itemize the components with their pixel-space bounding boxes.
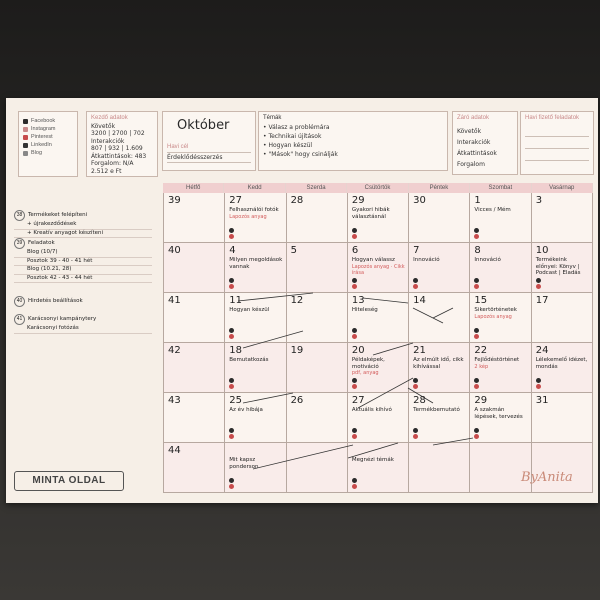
instagram-icon [474, 434, 479, 439]
day-note: Sikertörténetek Lapozós anyag [474, 307, 528, 320]
week-title: Hirdetés beállítások [28, 298, 83, 304]
topic-item: • Hogyan készül [263, 142, 313, 149]
day-number: 4 [229, 245, 236, 256]
platform-icon [23, 151, 28, 156]
week-subtask: Blog (10/7) [14, 249, 152, 258]
calendar-cell[interactable] [287, 443, 348, 493]
day-note: Gyakori hibák választásnál [351, 207, 390, 220]
instagram-icon [229, 234, 234, 239]
channel-icons [536, 378, 541, 389]
channel-icons [352, 478, 357, 489]
baseline-data-box [86, 111, 158, 177]
day-note: Példaképek, motiváció pdf, anyag [352, 357, 406, 377]
day-number: 17 [535, 295, 549, 306]
calendar-cell[interactable] [532, 243, 593, 293]
calendar-cell[interactable] [470, 243, 531, 293]
day-note: Hogyan készül [229, 307, 270, 313]
calendar-cell[interactable] [409, 193, 470, 243]
calendar-cell[interactable] [470, 293, 531, 343]
facebook-icon [229, 478, 234, 483]
channel-icons [474, 428, 479, 439]
day-number: 6 [351, 245, 359, 256]
instagram-icon [536, 384, 541, 389]
facebook-icon [352, 478, 357, 483]
topic-item: • Válasz a problémára [263, 124, 330, 131]
social-platforms-box [18, 111, 78, 177]
baseline-line: Követők [91, 122, 116, 130]
instagram-icon [536, 284, 541, 289]
facebook-icon [352, 428, 357, 433]
week-note [14, 307, 152, 334]
facebook-icon [474, 378, 479, 383]
end-data-box [452, 111, 518, 175]
weekday-label: Hétfő [163, 183, 224, 193]
day-number: 18 [229, 345, 243, 356]
week-note [14, 289, 152, 307]
calendar-cell[interactable] [470, 443, 531, 493]
topics-title: Témák [263, 115, 282, 121]
calendar-cell[interactable] [164, 393, 225, 443]
facebook-icon [229, 428, 234, 433]
baseline-line: Forgalom: N/A [91, 160, 134, 167]
weekday-label: Péntek [409, 183, 470, 193]
day-number: 30 [413, 195, 426, 206]
day-number: 22 [474, 345, 488, 356]
week-number: 40 [14, 296, 25, 307]
channel-icons [474, 378, 479, 389]
day-note: Fejlődéstörténet 2 kép [474, 357, 528, 370]
calendar-cell[interactable] [225, 243, 286, 293]
content-tag: Lapozós anyag · Cikk írása [351, 263, 405, 276]
facebook-icon [352, 378, 357, 383]
day-number: 40 [168, 245, 181, 256]
day-number: 8 [474, 245, 481, 256]
calendar-cell[interactable] [532, 393, 593, 443]
day-number: 1 [474, 195, 481, 206]
calendar-cell[interactable] [287, 243, 348, 293]
end-data-line: Átkattintások [457, 150, 497, 157]
channel-icons [474, 228, 479, 239]
week-subtask: + Kreatív anyagot készíteni [14, 230, 152, 239]
channel-icons [352, 428, 357, 439]
platform-label: Facebook [31, 118, 56, 124]
month-title: Október [177, 118, 230, 133]
platform-icon [23, 135, 28, 140]
day-note: A szakmán lépések, tervezés [474, 407, 523, 420]
facebook-icon [229, 378, 234, 383]
content-tag: Lapozós anyag [229, 213, 267, 220]
instagram-icon [229, 484, 234, 489]
calendar-cell[interactable] [164, 243, 225, 293]
calendar-cell[interactable] [287, 293, 348, 343]
day-note: Megnézi témák [351, 457, 394, 463]
facebook-icon [413, 378, 418, 383]
day-number: 41 [168, 295, 181, 306]
topic-item: • "Mások" hogy csinálják [263, 151, 338, 158]
calendar-cell[interactable] [225, 443, 286, 493]
week-subtask: Posztok 39 - 40 - 41 hét [14, 258, 152, 267]
day-number: 14 [413, 295, 426, 306]
day-note: Felhasználói fotók Lapozós anyag [229, 207, 283, 220]
calendar-cell[interactable] [225, 293, 286, 343]
weekday-header [163, 183, 593, 193]
instagram-icon [229, 284, 234, 289]
day-note: Innováció [474, 257, 501, 263]
week-number: 41 [14, 314, 25, 325]
day-note: Hogyan válassz Lapozós anyag · Cikk írása [351, 257, 405, 276]
day-note: Innováció [413, 257, 440, 263]
day-number: 43 [168, 395, 181, 406]
channel-icons [352, 278, 357, 289]
day-note: Milyen megoldások vannak [229, 257, 283, 270]
facebook-icon [352, 278, 357, 283]
week-number: 38 [14, 210, 25, 221]
social-item [23, 125, 55, 133]
week-subtask: Blog (10.21, 28) [14, 266, 152, 275]
calendar-cell[interactable] [348, 293, 409, 343]
baseline-line: 3200 | 2700 | 702 [91, 130, 145, 137]
channel-icons [536, 278, 541, 289]
calendar-cell[interactable] [532, 293, 593, 343]
social-item [23, 117, 55, 125]
facebook-icon [536, 378, 541, 383]
day-note: Bemutatkozás [229, 357, 269, 363]
channel-icons [352, 378, 357, 389]
facebook-icon [536, 278, 541, 283]
content-tag: Lapozós anyag [474, 313, 512, 320]
instagram-icon [474, 234, 479, 239]
platform-icon [23, 127, 28, 132]
baseline-line: 807 | 932 | 1.609 [91, 145, 143, 152]
instagram-icon [229, 334, 234, 339]
instagram-icon [352, 434, 357, 439]
instagram-icon [229, 434, 234, 439]
week-subtask: Posztok 42 - 43 - 44 hét [14, 275, 152, 284]
social-item [23, 149, 55, 157]
facebook-icon [474, 428, 479, 433]
instagram-icon [352, 384, 357, 389]
day-note: Mit kapsz ponderson [229, 457, 259, 470]
instagram-icon [352, 234, 357, 239]
weekday-label: Szerda [286, 183, 347, 193]
goal-text: Érdeklődésszerzés [167, 154, 223, 161]
calendar-grid [163, 193, 593, 493]
facebook-icon [229, 328, 234, 333]
day-number: 3 [535, 195, 543, 206]
calendar-cell[interactable] [409, 243, 470, 293]
facebook-icon [474, 278, 479, 283]
day-note: Termékeink előnyei: Könyv | Podcast | Eladás [535, 257, 581, 276]
channel-icons [229, 328, 234, 339]
calendar-cell[interactable] [164, 443, 225, 493]
channel-icons [474, 278, 479, 289]
day-number: 12 [290, 295, 304, 306]
calendar-cell[interactable] [470, 343, 531, 393]
instagram-icon [352, 284, 357, 289]
end-data-line: Követők [457, 128, 482, 135]
instagram-icon [229, 384, 234, 389]
day-note: Az elmúlt idő, cikk kihívással [413, 357, 464, 370]
day-note: Hiteleség [351, 307, 378, 313]
facebook-icon [474, 228, 479, 233]
channel-icons [229, 228, 234, 239]
day-note: Vicces / Mém [474, 207, 511, 213]
platform-label: Blog [31, 150, 43, 156]
calendar-cell[interactable] [287, 343, 348, 393]
channel-icons [413, 428, 418, 439]
calendar-cell[interactable] [164, 343, 225, 393]
end-data-line: Forgalom [457, 161, 485, 168]
day-number: 28 [413, 395, 426, 406]
facebook-icon [413, 428, 418, 433]
day-number: 5 [290, 245, 297, 256]
calendar-cell[interactable] [409, 343, 470, 393]
day-note: Aktuális kihívó [351, 407, 392, 413]
calendar-cell[interactable] [164, 193, 225, 243]
facebook-icon [474, 328, 479, 333]
instagram-icon [413, 284, 418, 289]
day-number: 13 [351, 295, 365, 306]
end-data-title: Záró adatok [457, 115, 490, 121]
instagram-icon [352, 334, 357, 339]
instagram-icon [413, 434, 418, 439]
week-title: Karácsonyi kampánytery [28, 316, 97, 322]
instagram-icon [474, 334, 479, 339]
week-number: 39 [14, 238, 25, 249]
month-box [162, 111, 256, 171]
calendar-cell[interactable] [409, 293, 470, 343]
day-note: Az év hibája [229, 407, 263, 413]
baseline-line: Átkattintások: 483 [91, 152, 147, 160]
end-data-line: Interakciók [457, 139, 491, 146]
platform-label: LinkedIn [31, 142, 52, 148]
baseline-line: 2.512 e Ft [91, 167, 122, 175]
week-subtask: + újrakezdődések [14, 221, 152, 230]
calendar-cell[interactable] [287, 193, 348, 243]
channel-icons [229, 478, 234, 489]
day-number: 29 [474, 395, 488, 406]
instagram-icon [474, 284, 479, 289]
day-number: 11 [229, 295, 243, 306]
channel-icons [352, 328, 357, 339]
calendar-cell[interactable] [164, 293, 225, 343]
content-tag: pdf, anyag [351, 370, 379, 376]
baseline-title: Kezdő adatok [91, 115, 128, 121]
planner-sheet [6, 98, 598, 503]
calendar-cell[interactable] [470, 193, 531, 243]
instagram-icon [352, 484, 357, 489]
day-note: Termékbemutató [413, 407, 460, 413]
calendar-cell[interactable] [348, 443, 409, 493]
day-number: 10 [535, 245, 549, 256]
day-number: 21 [413, 345, 426, 356]
channel-icons [474, 328, 479, 339]
calendar-cell[interactable] [348, 343, 409, 393]
calendar-cell[interactable] [409, 393, 470, 443]
weekday-label: Vasárnap [532, 183, 593, 193]
day-number: 27 [229, 195, 243, 206]
weekday-label: Csütörtök [347, 183, 408, 193]
platform-label: Instagram [31, 126, 56, 132]
channel-icons [229, 278, 234, 289]
platform-icon [23, 119, 28, 124]
calendar-cell[interactable] [532, 193, 593, 243]
calendar-cell[interactable] [225, 343, 286, 393]
calendar-cell[interactable] [532, 443, 593, 493]
day-note: Lélekemelő idézet, mondás [535, 357, 588, 370]
calendar-cell[interactable] [287, 393, 348, 443]
day-number: 44 [168, 445, 181, 456]
week-note [14, 231, 152, 283]
calendar-cell[interactable] [470, 393, 531, 443]
calendar-cell[interactable] [348, 243, 409, 293]
channel-icons [413, 378, 418, 389]
week-subtask: Karácsonyi fotózás [14, 325, 152, 334]
week-title: Termékeket felépíteni [28, 212, 88, 218]
monthly-tasks-box [520, 111, 594, 175]
day-number: 26 [290, 395, 304, 406]
day-number: 31 [535, 395, 549, 406]
day-number: 7 [413, 245, 420, 256]
goal-label: Havi cél [167, 144, 189, 150]
weekday-label: Szombat [470, 183, 531, 193]
platform-icon [23, 143, 28, 148]
month-calendar [163, 183, 593, 495]
facebook-icon [352, 228, 357, 233]
day-number: 24 [535, 345, 549, 356]
calendar-cell[interactable] [225, 193, 286, 243]
channel-icons [352, 228, 357, 239]
platform-label: Pinterest [31, 134, 53, 140]
facebook-icon [352, 328, 357, 333]
week-title: Feladatok [28, 240, 55, 246]
day-number: 27 [351, 395, 365, 406]
calendar-cell[interactable] [348, 193, 409, 243]
brand-signature: ByAnita [521, 470, 573, 485]
calendar-cell[interactable] [225, 393, 286, 443]
social-item [23, 141, 55, 149]
day-number: 42 [168, 345, 181, 356]
day-number: 39 [168, 195, 181, 206]
sample-page-badge: MINTA OLDAL [14, 471, 124, 491]
calendar-cell[interactable] [348, 393, 409, 443]
facebook-icon [413, 278, 418, 283]
day-number: 15 [474, 295, 488, 306]
social-item [23, 133, 55, 141]
channel-icons [229, 378, 234, 389]
content-tag: 2 kép [474, 363, 489, 370]
instagram-icon [413, 384, 418, 389]
day-number: 29 [351, 195, 365, 206]
day-number: 19 [290, 345, 304, 356]
topic-item: • Technikai újítások [263, 133, 322, 140]
baseline-line: Interakciók [91, 137, 125, 145]
monthly-tasks-title: Havi fizető feladatok [525, 115, 580, 121]
weekday-label: Kedd [224, 183, 285, 193]
channel-icons [229, 428, 234, 439]
topics-box [258, 111, 448, 171]
facebook-icon [229, 228, 234, 233]
day-number: 25 [229, 395, 243, 406]
instagram-icon [474, 384, 479, 389]
facebook-icon [229, 278, 234, 283]
calendar-cell[interactable] [409, 443, 470, 493]
day-number: 20 [351, 345, 365, 356]
channel-icons [413, 278, 418, 289]
calendar-cell[interactable] [532, 343, 593, 393]
day-number: 28 [290, 195, 304, 206]
